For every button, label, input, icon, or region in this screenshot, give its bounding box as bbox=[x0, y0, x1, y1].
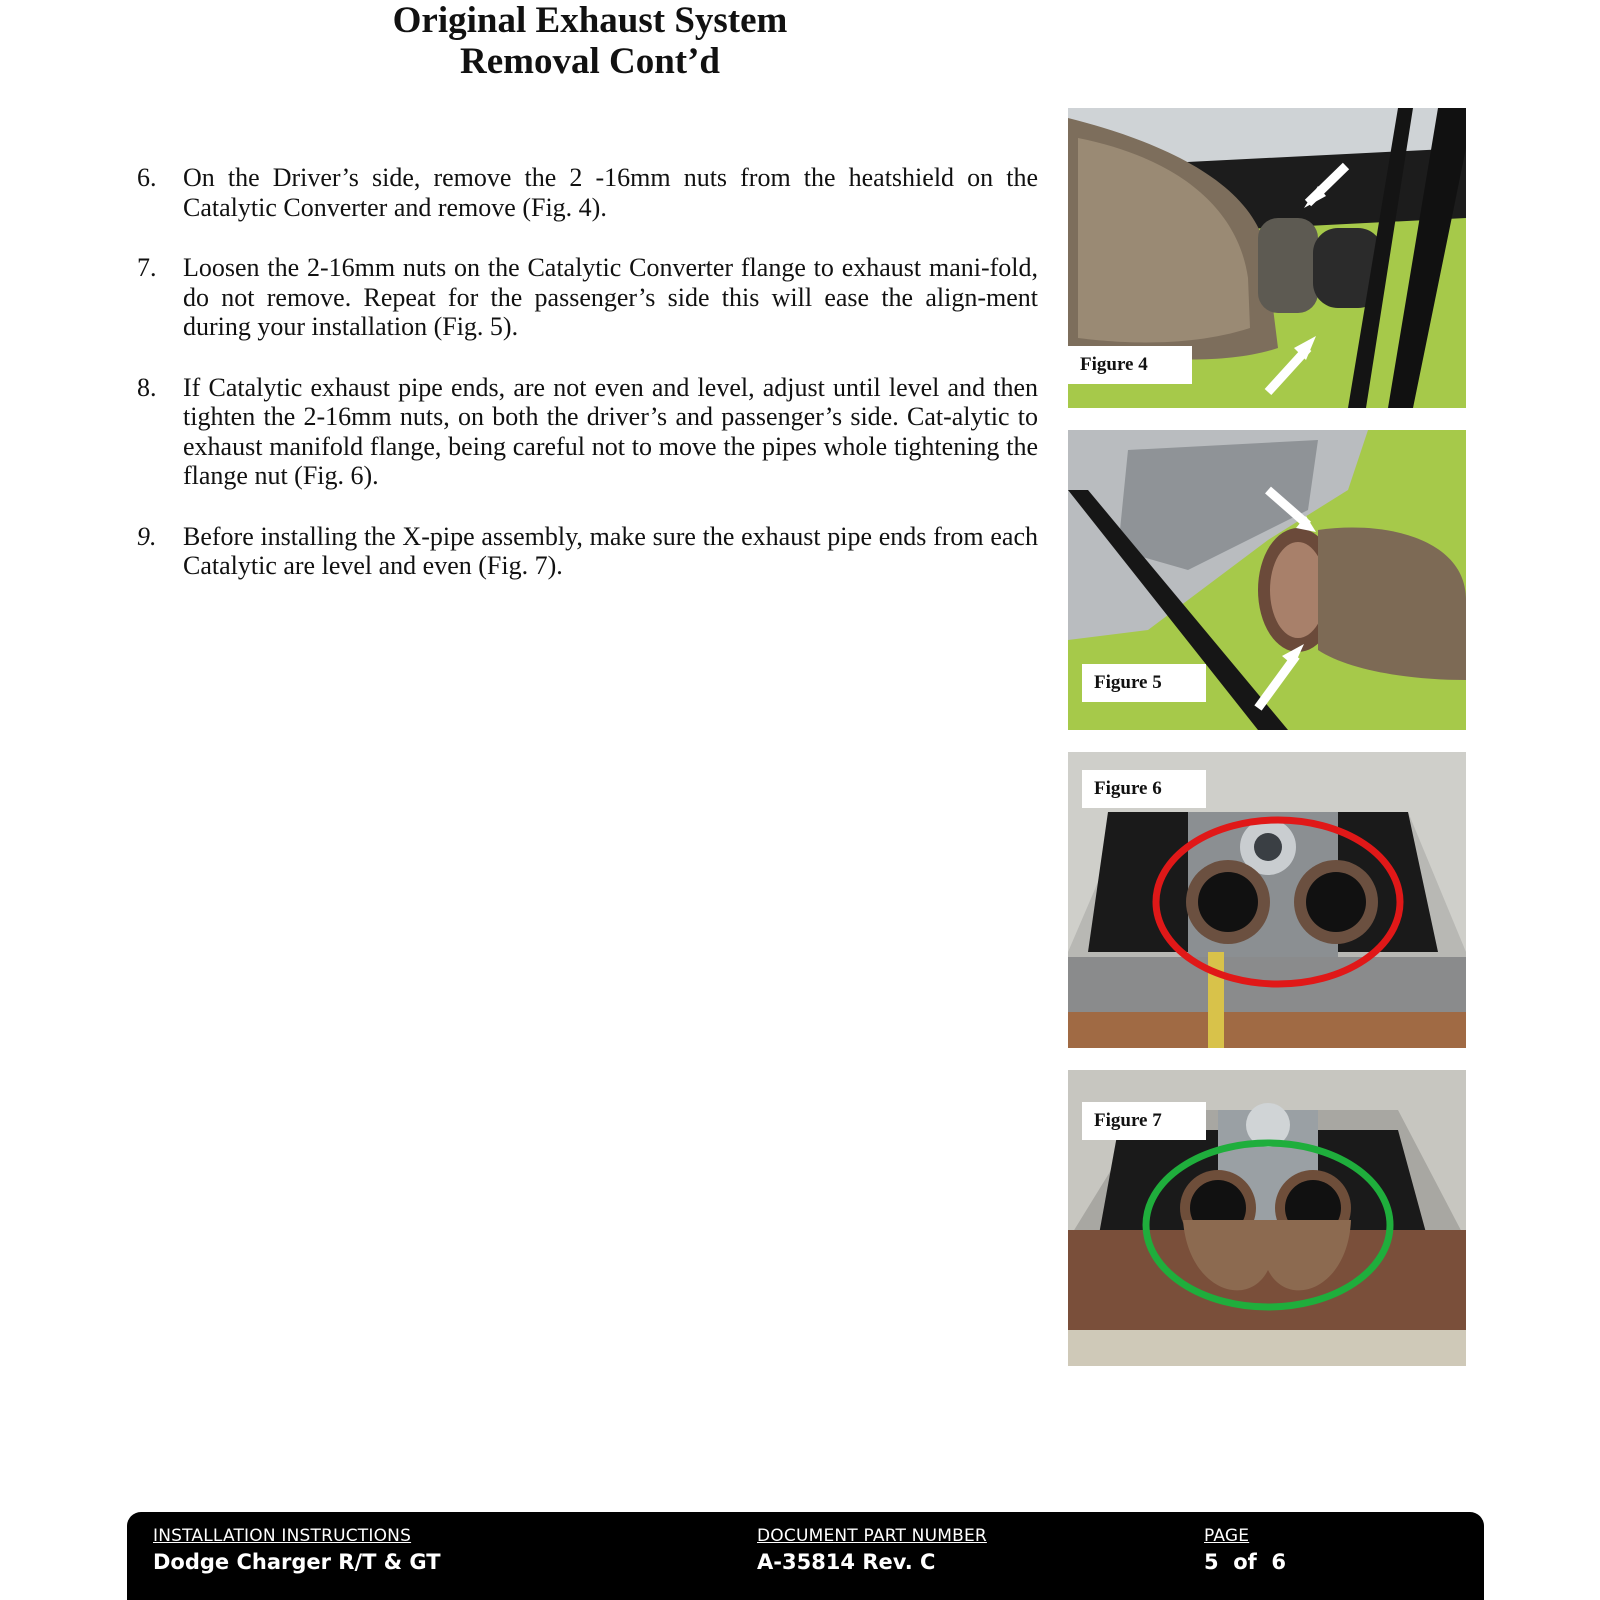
footer-part-number bbox=[757, 1526, 987, 1574]
step-text: On the Driver’s side, remove the 2 -16mm nuts from the heatshield on the Catalytic Converter and remove (Fig. 4). bbox=[183, 163, 1038, 222]
step-text: If Catalytic exhaust pipe ends, are not even and level, adjust until level and then tighten the 2-16mm nuts, on both the driver’s and passenger’s side. Cat-alytic to exhaust manifold flange, being careful not to move the pipes whole tightening the flange nut (Fig. 6). bbox=[183, 372, 1038, 490]
part-number-heading: DOCUMENT PART NUMBER bbox=[757, 1526, 987, 1546]
title-line-2: Removal Cont’d bbox=[459, 41, 720, 82]
step-number: 7. bbox=[137, 253, 157, 282]
footer-page bbox=[1204, 1526, 1286, 1574]
figure-4-photo bbox=[1068, 108, 1466, 408]
step-8 bbox=[137, 373, 1037, 491]
figure-5-label: Figure 5 bbox=[1082, 664, 1206, 702]
part-number-value: A-35814 Rev. C bbox=[757, 1550, 936, 1574]
step-text: Before installing the X-pipe assembly, make sure the exhaust pipe ends from each Catalytic are level and even (Fig. 7). bbox=[183, 521, 1038, 580]
instructions-value: Dodge Charger R/T & GT bbox=[153, 1550, 441, 1574]
page-heading: PAGE bbox=[1204, 1526, 1250, 1546]
step-number: 6. bbox=[137, 163, 157, 192]
steps-list bbox=[137, 163, 1037, 612]
figure-4-label: Figure 4 bbox=[1068, 346, 1192, 384]
page-value: 5 of 6 bbox=[1204, 1550, 1287, 1574]
step-9 bbox=[137, 522, 1037, 581]
page-footer bbox=[127, 1512, 1484, 1600]
figure-7-photo bbox=[1068, 1070, 1466, 1366]
step-text: Loosen the 2-16mm nuts on the Catalytic Converter flange to exhaust mani-fold, do not remove. Repeat for the passenger’s side this will ease the align-ment during your installation (Fig. 5). bbox=[183, 253, 1038, 341]
figure-7-label: Figure 7 bbox=[1082, 1102, 1206, 1140]
figure-6-photo bbox=[1068, 752, 1466, 1048]
figure-6-label: Figure 6 bbox=[1082, 770, 1206, 808]
title-line-1: Original Exhaust System bbox=[392, 0, 788, 41]
instructions-heading: INSTALLATION INSTRUCTIONS bbox=[153, 1526, 412, 1546]
step-number: 8. bbox=[137, 372, 157, 402]
step-number: 9. bbox=[137, 521, 157, 551]
page-title bbox=[330, 0, 850, 82]
step-7 bbox=[137, 253, 1037, 342]
step-6 bbox=[137, 163, 1037, 222]
footer-instructions bbox=[153, 1526, 441, 1574]
figure-5-photo bbox=[1068, 430, 1466, 730]
